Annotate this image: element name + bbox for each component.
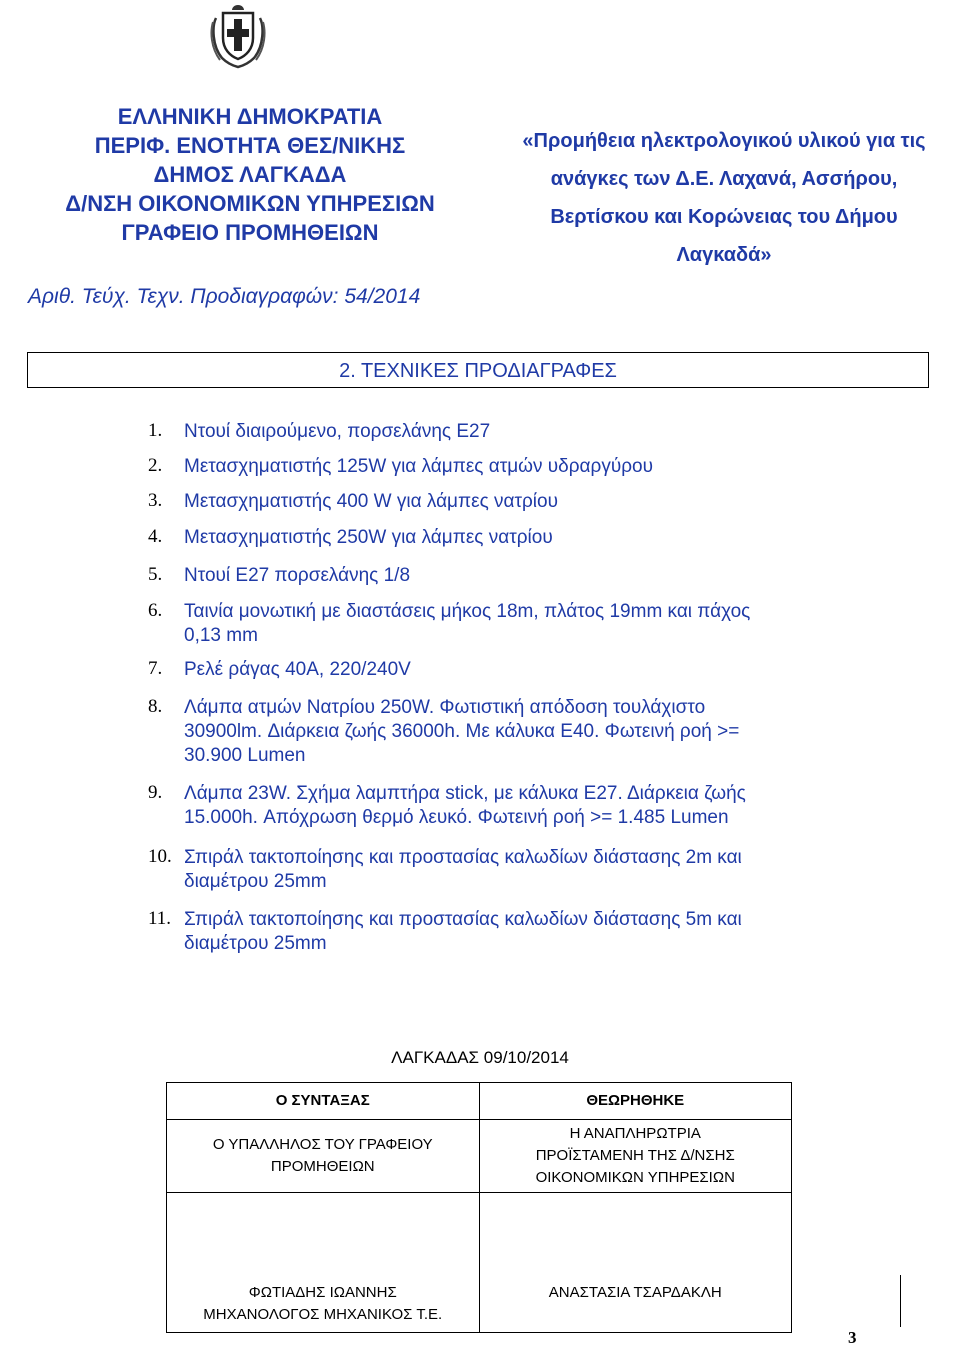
item-number: 5.	[148, 564, 163, 585]
item-number: 7.	[148, 658, 163, 679]
item-line: διαμέτρου 25mm	[184, 933, 327, 954]
procurement-title-line: ανάγκες των Δ.Ε. Λαχανά, Ασσήρου,	[550, 168, 898, 190]
item-line: Ντουί διαιρούμενο, πορσελάνης Ε27	[184, 421, 491, 442]
approval-heading: ΘΕΩΡΗΘΗΚΕ	[479, 1083, 792, 1120]
item-line: 30900lm. Διάρκεια ζωής 36000h. Με κάλυκα Ε40. Φωτεινή ροή >=	[184, 721, 740, 742]
item-line: Λάμπα 23W. Σχήμα λαμπτήρα stick, με κάλυκα Ε27. Διάρκεια ζωής	[184, 783, 746, 804]
authority-line: ΕΛΛΗΝΙΚΗ ΔΗΜΟΚΡΑΤΙΑ	[117, 104, 383, 129]
section-title: 2. ΤΕΧΝΙΚΕΣ ΠΡΟΔΙΑΓΡΑΦΕΣ	[27, 352, 929, 388]
name-line: ΑΝΑΣΤΑΣΙΑ ΤΣΑΡΔΑΚΛΗ	[548, 1284, 722, 1301]
item-text	[184, 658, 884, 682]
item-line: 15.000h. Απόχρωση θερμό λευκό. Φωτεινή ροή >= 1.485 Lumen	[184, 807, 729, 828]
item-number: 1.	[148, 420, 163, 441]
item-number: 8.	[148, 696, 163, 717]
page-number: 3	[848, 1328, 857, 1347]
name-line: ΦΩΤΙΑΔΗΣ ΙΩΑΝΝΗΣ	[248, 1284, 397, 1301]
item-line: Σπιράλ τακτοποίησης και προστασίας καλωδίων διάστασης 2m και	[184, 847, 742, 868]
item-text	[184, 696, 884, 768]
item-line: Μετασχηματιστής 400 W για λάμπες νατρίου	[184, 491, 558, 512]
authority-line: Δ/ΝΣΗ ΟΙΚΟΝΟΜΙΚΩΝ ΥΠΗΡΕΣΙΩΝ	[65, 191, 435, 216]
item-number: 11.	[148, 908, 172, 929]
item-line: Ταινία μονωτική με διαστάσεις μήκος 18m, πλάτος 19mm και πάχος	[184, 601, 751, 622]
author-heading: Ο ΣΥΝΤΑΞΑΣ	[167, 1083, 480, 1120]
item-number: 3.	[148, 490, 163, 511]
item-text	[184, 420, 884, 444]
approver-role	[479, 1120, 792, 1193]
item-text	[184, 782, 884, 830]
item-number: 2.	[148, 455, 163, 476]
item-number: 10.	[148, 846, 172, 867]
procurement-title	[488, 122, 960, 274]
procurement-title-line: «Προμήθεια ηλεκτρολογικού υλικού για τις	[522, 130, 926, 152]
item-text	[184, 490, 884, 514]
item-number: 6.	[148, 600, 163, 621]
greek-coat-of-arms-icon	[208, 2, 268, 70]
role-line: ΟΙΚΟΝΟΜΙΚΩΝ ΥΠΗΡΕΣΙΩΝ	[535, 1169, 735, 1186]
role-line: ΠΡΟΜΗΘΕΙΩΝ	[270, 1158, 375, 1175]
item-line: 0,13 mm	[184, 625, 258, 646]
item-text	[184, 564, 884, 588]
item-line: Ρελέ ράγας 40Α, 220/240V	[184, 659, 411, 680]
signature-table	[166, 1082, 792, 1333]
item-text	[184, 600, 884, 648]
item-number: 9.	[148, 782, 163, 803]
approver-name	[479, 1193, 792, 1333]
authority-line: ΔΗΜΟΣ ΛΑΓΚΑΔΑ	[153, 162, 347, 187]
procurement-title-line: Βερτίσκου και Κορώνειας του Δήμου	[550, 206, 898, 228]
item-line: Ντουί Ε27 πορσελάνης 1/8	[184, 565, 411, 586]
name-line: ΜΗΧΑΝΟΛΟΓΟΣ ΜΗΧΑΝΙΚΟΣ Τ.Ε.	[203, 1306, 443, 1323]
item-line: Λάμπα ατμών Νατρίου 250W. Φωτιστική απόδοση τουλάχιστο	[184, 697, 706, 718]
item-line: Σπιράλ τακτοποίησης και προστασίας καλωδίων διάστασης 5m και	[184, 909, 742, 930]
item-line: διαμέτρου 25mm	[184, 871, 327, 892]
item-text	[184, 455, 884, 479]
specification-reference: Αριθ. Τεύχ. Τεχν. Προδιαγραφών: 54/2014	[28, 285, 421, 308]
item-line: Μετασχηματιστής 125W για λάμπες ατμών υδραργύρου	[184, 456, 654, 477]
authority-line: ΠΕΡΙΦ. ΕΝΟΤΗΤΑ ΘΕΣ/ΝΙΚΗΣ	[94, 133, 406, 158]
page-number-frame	[900, 1275, 949, 1327]
issuing-authority-block	[40, 102, 460, 247]
item-text	[184, 846, 884, 894]
item-line: 30.900 Lumen	[184, 745, 306, 766]
role-line: Η ΑΝΑΠΛΗΡΩΤΡΙΑ	[569, 1125, 701, 1142]
role-line: ΠΡΟΪΣΤΑΜΕΝΗ ΤΗΣ Δ/ΝΣΗΣ	[535, 1147, 735, 1164]
author-role	[167, 1120, 480, 1193]
item-text	[184, 526, 884, 550]
item-number: 4.	[148, 526, 163, 547]
item-text	[184, 908, 884, 956]
role-line: Ο ΥΠΑΛΛΗΛΟΣ ΤΟΥ ΓΡΑΦΕΙΟΥ	[212, 1136, 433, 1153]
author-name	[167, 1193, 480, 1333]
place-date: ΛΑΓΚΑΔΑΣ 09/10/2014	[391, 1048, 569, 1067]
procurement-title-line: Λαγκαδά»	[676, 244, 772, 266]
item-line: Μετασχηματιστής 250W για λάμπες νατρίου	[184, 527, 553, 548]
authority-line: ΓΡΑΦΕΙΟ ΠΡΟΜΗΘΕΙΩΝ	[121, 220, 379, 245]
